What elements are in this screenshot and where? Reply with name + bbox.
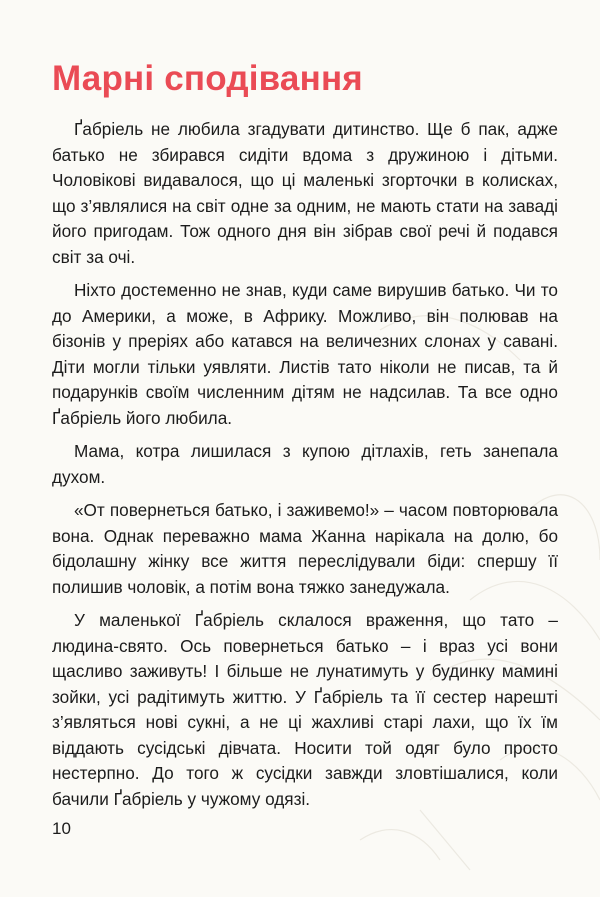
paragraph-1: Ґабріель не любила згадувати дитинство. Ще б пак, адже батько не збирався сидіти вдома з дружиною і дітьми. Чоловікові видавалося, що ці маленькі згорточки в колисках, що з’являлися на світ одне за одним, не мають стати на заваді його пригодам. Тож одного дня він зібрав свої речі й подався світ за очі. — [52, 119, 558, 267]
chapter-title: Марні сподівання — [52, 59, 363, 98]
paragraph-4: «От повернеться батько, і заживемо!» – часом повторювала вона. Однак переважно мама Жанна нарікала на долю, бо бідолашну жінку все життя переслідували біди: спершу її полишив чоловік, а потім вона тяжко занедужала. — [52, 500, 558, 597]
page-number: 10 — [52, 819, 71, 838]
paragraph-2: Ніхто достеменно не знав, куди саме вирушив батько. Чи то до Америки, а може, в Африку. Можливо, він полював на бізонів у преріях або катався на величезних слонах у савані. Діти могли тільки уявляти. Листів тато ніколи не писав, та й подарунків своїм численним дітям не надсилав. Та все одно Ґабріель його любила. — [52, 280, 558, 428]
chapter-body — [52, 117, 558, 820]
paragraph-5: У маленької Ґабріель склалося враження, що тато – людина-свято. Ось повернеться батько – і враз усі вони щасливо заживуть! І більше не лунатимуть у будинку мамині зойки, усі радітимуть життю. У Ґабріель та її сестер нарешті з’являться нові сукні, а не ці жахливі старі лахи, що їх їм віддають сусідські дівчата. Носити той одяг було просто нестерпно. До того ж сусідки завжди зловтішалися, коли бачили Ґабріель у чужому одязі. — [52, 610, 558, 809]
paragraph-3: Мама, котра лишилася з купою дітлахів, геть занепала духом. — [52, 441, 558, 487]
